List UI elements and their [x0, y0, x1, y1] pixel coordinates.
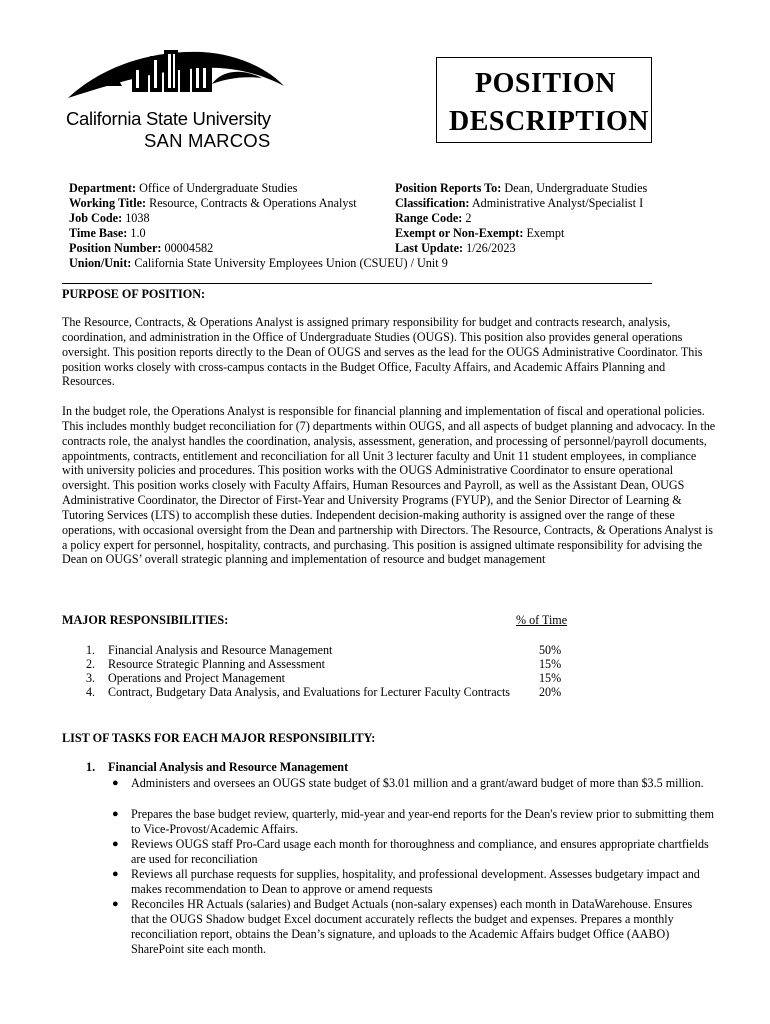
- responsibility-2-label: Resource Strategic Planning and Assessment: [108, 657, 325, 671]
- last-update-value: 1/26/2023: [466, 241, 516, 255]
- purpose-title: PURPOSE OF POSITION:: [62, 287, 206, 301]
- major-responsibilities-title: MAJOR RESPONSIBILITIES:: [62, 613, 229, 627]
- task-group-1-title: Financial Analysis and Resource Management: [108, 760, 349, 774]
- last-update-label: Last Update:: [395, 241, 464, 255]
- exempt-value: Exempt: [526, 226, 565, 240]
- classification-value: Administrative Analyst/Specialist I: [471, 196, 644, 210]
- responsibility-2-pct: 15%: [539, 657, 562, 671]
- responsibility-1-num: 1.: [86, 643, 96, 657]
- header-time-base: [69, 226, 146, 241]
- responsibility-1-pct: 50%: [539, 643, 562, 657]
- bullet-icon: ●: [112, 808, 119, 820]
- campus-skyline-icon: [62, 46, 287, 110]
- header-range-code: [395, 211, 472, 226]
- logo-name-line1: California State University: [66, 108, 271, 129]
- responsibility-3-pct: 15%: [539, 671, 562, 685]
- time-base-label: Time Base:: [69, 226, 128, 240]
- responsibility-4-num: 4.: [86, 685, 96, 699]
- purpose-paragraph-2: In the budget role, the Operations Analyst is responsible for financial planning and implementation of fiscal and operational policies. This includes monthly budget reconciliation for (7) departments within OUGS, and all aspects of budget planning and advocacy. In the contracts role, the analyst handles the coordination, analysis, assessment, generation, and processing of personnel/payroll documents, appointments, contracts, entitlement and reconciliation for all Unit 3 lecturer faculty and Unit 11 student employees, in compliance with university policies and procedures. This position works with the OUGS Administrative Coordinator to ensure operational oversight. This position works closely with Faculty Affairs, Human Resources and Payroll, as well as the Assistant Dean, OUGS Administrative Coordinator, the Director of First-Year and University Programs (FYUP), and the Senior Director of Learning & Tutoring Services (LTS) to accomplish these duties. Independent decision-making authority is assigned over the range of these operations, with occasional oversight from the Dean and partnership with Directors. The Resource, Contracts, & Operations Analyst is a policy expert for personnel, hospitality, contracts, and purchasing. This position is assigned ultimate responsibility for advising the Dean on OUGS’ overall strategic planning and implementation of resource and budget management: [62, 404, 716, 567]
- time-base-value: 1.0: [130, 226, 146, 240]
- task-group-1-num: 1.: [86, 760, 96, 774]
- bullet-icon: ●: [112, 868, 119, 880]
- union-value: California State University Employees Union (CSUEU) / Unit 9: [134, 256, 448, 270]
- task-bullet-2: Prepares the base budget review, quarterly, mid-year and year-end reports for the Dean's review prior to submitting them to Vice-Provost/Academic Affairs.: [131, 807, 715, 836]
- header-working-title: [69, 196, 357, 211]
- reports-to-value: Dean, Undergraduate Studies: [504, 181, 648, 195]
- title-line2: DESCRIPTION: [449, 106, 649, 137]
- header-position-number: [69, 241, 213, 256]
- position-number-value: 00004582: [164, 241, 214, 255]
- exempt-label: Exempt or Non-Exempt:: [395, 226, 524, 240]
- responsibility-2-num: 2.: [86, 657, 96, 671]
- header-department: [69, 181, 297, 196]
- job-code-label: Job Code:: [69, 211, 123, 225]
- range-code-label: Range Code:: [395, 211, 463, 225]
- responsibility-4-pct: 20%: [539, 685, 562, 699]
- classification-label: Classification:: [395, 196, 470, 210]
- bullet-icon: ●: [112, 777, 119, 789]
- task-bullet-4: Reviews all purchase requests for supplies, hospitality, and professional development. Assesses budgetary impact and makes recommendation to Dean to approve or amend requests: [131, 867, 700, 896]
- responsibility-4-label: Contract, Budgetary Data Analysis, and Evaluations for Lecturer Faculty Contracts: [108, 685, 511, 699]
- department-value: Office of Undergraduate Studies: [139, 181, 298, 195]
- task-bullet-1: Administers and oversees an OUGS state budget of $3.01 million and a grant/award budget of more than $3.5 million.: [131, 776, 704, 790]
- header-classification: [395, 196, 643, 211]
- position-number-label: Position Number:: [69, 241, 162, 255]
- union-label: Union/Unit:: [69, 256, 132, 270]
- task-bullet-5: Reconciles HR Actuals (salaries) and Budget Actuals (non-salary expenses) each month in DataWarehouse. Ensures that the OUGS Shadow budget Excel document accurately reflects the budget and expenses. Prepares a monthly reconciliation report, obtains the Dean’s signature, and uploads to the Academic Affairs budget Office (AABO) SharePoint site each month.: [131, 897, 693, 956]
- responsibility-3-num: 3.: [86, 671, 96, 685]
- header-divider: [62, 283, 652, 284]
- position-description-box: [436, 57, 652, 143]
- responsibility-3-label: Operations and Project Management: [108, 671, 285, 685]
- working-title-value: Resource, Contracts & Operations Analyst: [149, 196, 357, 210]
- purpose-paragraph-1: The Resource, Contracts, & Operations Analyst is assigned primary responsibility for budget and contracts research, analysis, coordination, and administration in the Office of Undergraduate Studies (OUGS). This position also provides general operations oversight. This position reports directly to the Dean of OUGS and serves as the lead for the OUGS Administrative Coordinator. This position works closely with cross-campus contacts in the Budget Office, Faculty Affairs, and Academic Affairs Planning and Resources.: [62, 315, 703, 389]
- header-job-code: [69, 211, 150, 226]
- reports-to-label: Position Reports To:: [395, 181, 502, 195]
- header-reports-to: [395, 181, 647, 196]
- responsibility-1-label: Financial Analysis and Resource Management: [108, 643, 333, 657]
- percent-time-header: % of Time: [516, 613, 568, 627]
- header-union: [69, 256, 448, 271]
- logo-name-line2: SAN MARCOS: [144, 130, 271, 151]
- bullet-icon: ●: [112, 838, 119, 850]
- title-line1: POSITION: [475, 68, 616, 99]
- department-label: Department:: [69, 181, 137, 195]
- header-exempt: [395, 226, 564, 241]
- job-code-value: 1038: [125, 211, 150, 225]
- header-last-update: [395, 241, 516, 256]
- task-bullet-3: Reviews OUGS staff Pro-Card usage each month for thoroughness and compliance, and ensures appropriate chartfields are used for reconciliation: [131, 837, 709, 866]
- bullet-icon: ●: [112, 898, 119, 910]
- working-title-label: Working Title:: [69, 196, 147, 210]
- tasks-title: LIST OF TASKS FOR EACH MAJOR RESPONSIBILITY:: [62, 731, 376, 745]
- range-code-value: 2: [465, 211, 472, 225]
